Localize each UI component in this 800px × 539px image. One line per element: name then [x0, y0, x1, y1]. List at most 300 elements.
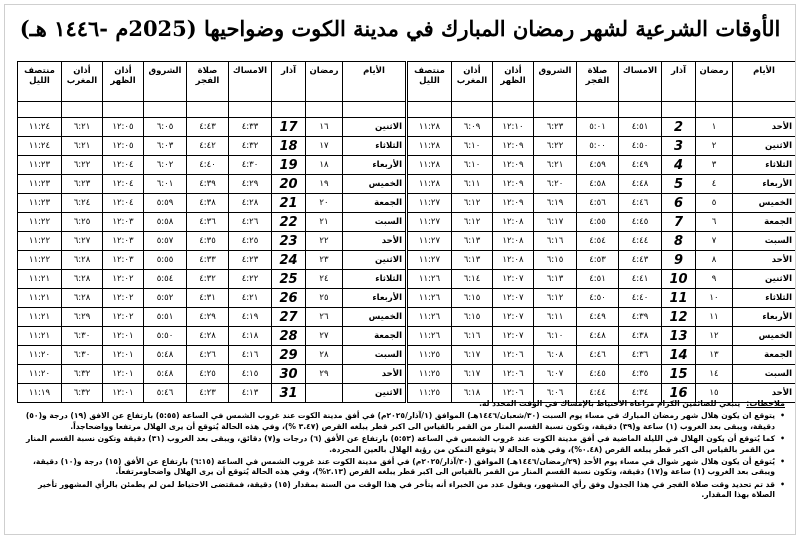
cell-imsak: ٤:٣٥	[619, 365, 662, 384]
cell-imsak: ٤:١٣	[229, 384, 272, 403]
cell-ramadan: ٢٣	[306, 251, 343, 270]
cell-ramadan: ٢٠	[306, 194, 343, 213]
cell-dhuhr: ١٢:٠٩	[493, 194, 534, 213]
cell-midnight: ١١:٢٨	[408, 175, 452, 194]
cell-day: الأحد	[733, 251, 796, 270]
cell-fajr: ٤:٢٦	[187, 346, 229, 365]
cell-fajr: ٤:٣٨	[187, 194, 229, 213]
cell-fajr: ٤:٣٦	[187, 213, 229, 232]
cell-midnight: ١١:٢٢	[18, 232, 62, 251]
cell-imsak: ٤:١٥	[229, 365, 272, 384]
cell-day: الجمعة	[343, 194, 406, 213]
cell-dhuhr: ١٢:٠٧	[493, 270, 534, 289]
table-row	[408, 308, 796, 327]
table-spacer-row	[408, 102, 796, 118]
cell-maghrib: ٦:١٣	[452, 251, 493, 270]
cell-fajr: ٤:٤٠	[187, 156, 229, 175]
cell-sunrise: ٦:٢٢	[534, 137, 577, 156]
table-row	[408, 251, 796, 270]
cell-sunrise: ٥:٥٩	[144, 194, 187, 213]
cell-ramadan: ٢٩	[306, 365, 343, 384]
table-row	[408, 289, 796, 308]
table-row	[18, 213, 406, 232]
cell-adar: 10	[662, 270, 696, 289]
spacer-cell	[619, 102, 662, 118]
cell-imsak: ٤:٤٥	[619, 213, 662, 232]
cell-dhuhr: ١٢:٠١	[103, 384, 144, 403]
cell-midnight: ١١:٢٦	[408, 327, 452, 346]
cell-day: الثلاثاء	[733, 289, 796, 308]
header-imsak: الامساك	[619, 62, 662, 102]
cell-midnight: ١١:٢٣	[18, 175, 62, 194]
cell-dhuhr: ١٢:٠٣	[103, 213, 144, 232]
cell-maghrib: ٦:٢٧	[62, 232, 103, 251]
spacer-cell	[343, 102, 406, 118]
cell-imsak: ٤:٣٦	[619, 346, 662, 365]
table-row	[18, 365, 406, 384]
table-row	[408, 194, 796, 213]
cell-dhuhr: ١٢:٠٩	[493, 175, 534, 194]
cell-day: الأحد	[733, 384, 796, 403]
cell-sunrise: ٥:٥٨	[144, 213, 187, 232]
cell-dhuhr: ١٢:٠٦	[493, 365, 534, 384]
cell-fajr: ٤:٣٢	[187, 270, 229, 289]
header-fajr: صلاة الفجر	[577, 62, 619, 102]
cell-day: الثلاثاء	[343, 270, 406, 289]
table-row	[18, 232, 406, 251]
cell-imsak: ٤:٢٣	[229, 251, 272, 270]
cell-day: الاثنين	[733, 137, 796, 156]
cell-imsak: ٤:٣٢	[229, 137, 272, 156]
table-row	[408, 270, 796, 289]
cell-day: الاثنين	[733, 270, 796, 289]
cell-midnight: ١١:٢٣	[18, 156, 62, 175]
cell-maghrib: ٦:١٢	[452, 194, 493, 213]
cell-ramadan: ١٠	[696, 289, 733, 308]
header-fajr: صلاة الفجر	[187, 62, 229, 102]
table-row	[408, 137, 796, 156]
cell-fajr: ٤:٥٦	[577, 194, 619, 213]
cell-fajr: ٤:٣٣	[187, 251, 229, 270]
cell-dhuhr: ١٢:٠٧	[493, 289, 534, 308]
cell-adar: 18	[272, 137, 306, 156]
cell-day: الجمعة	[343, 327, 406, 346]
cell-adar: 3	[662, 137, 696, 156]
spacer-cell	[187, 102, 229, 118]
cell-maghrib: ٦:١١	[452, 175, 493, 194]
cell-ramadan: ٢٧	[306, 327, 343, 346]
header-sunrise: الشروق	[144, 62, 187, 102]
cell-maghrib: ٦:١٠	[452, 156, 493, 175]
table-row	[18, 194, 406, 213]
cell-maghrib: ٦:٢٣	[62, 175, 103, 194]
cell-fajr: ٤:٤٩	[577, 308, 619, 327]
cell-maghrib: ٦:٢١	[62, 137, 103, 156]
cell-fajr: ٤:٣١	[187, 289, 229, 308]
cell-dhuhr: ١٢:٠٦	[493, 346, 534, 365]
table-row	[18, 156, 406, 175]
cell-imsak: ٤:٥٠	[619, 137, 662, 156]
cell-midnight: ١١:٢٧	[408, 232, 452, 251]
cell-ramadan: ١٢	[696, 327, 733, 346]
cell-fajr: ٤:٥٥	[577, 213, 619, 232]
header-adar: آذار	[662, 62, 696, 102]
cell-maghrib: ٦:٠٩	[452, 118, 493, 137]
cell-ramadan: ٩	[696, 270, 733, 289]
cell-dhuhr: ١٢:٠٣	[103, 251, 144, 270]
cell-fajr: ٤:٣٥	[187, 232, 229, 251]
cell-maghrib: ٦:١٤	[452, 270, 493, 289]
cell-sunrise: ٦:٠٥	[144, 118, 187, 137]
cell-midnight: ١١:٢١	[18, 308, 62, 327]
cell-dhuhr: ١٢:٠٢	[103, 270, 144, 289]
cell-midnight: ١١:١٩	[18, 384, 62, 403]
cell-maghrib: ٦:١٥	[452, 308, 493, 327]
cell-sunrise: ٥:٥٠	[144, 327, 187, 346]
cell-dhuhr: ١٢:٠٦	[493, 384, 534, 403]
cell-day: الأربعاء	[733, 308, 796, 327]
note-item: • يُتوقع أن يكون هلال شهر شوال في مساء يوم الأحد (٢٩/رمضان/١٤٤٦هـ) الموافق (٣٠/آذار/٢٠٢٥م) في أفق مدينة الكوت عند غروب الشمس في الساعة (٦:١٥) بارتفاع عن الأفق (١٥) درجة و(١٠) دقيقة، ويبقى بعد الغروب (١) ساعة و(١٧) دقيقة، وتكون نسبة القسم المنار من القمر بالقياس الى اكبر قطر يبلغه القرص (٢.١٣%)، وفي هذه الحالة يُتوقع أن يرى الهلال واضحاومرتفعاً.	[17, 457, 785, 478]
cell-sunrise: ٦:٢٠	[534, 175, 577, 194]
cell-midnight: ١١:٢٧	[408, 213, 452, 232]
cell-fajr: ٤:٤٥	[577, 365, 619, 384]
cell-maghrib: ٦:٢٥	[62, 213, 103, 232]
cell-adar: 14	[662, 346, 696, 365]
cell-fajr: ٤:٥٩	[577, 156, 619, 175]
cell-imsak: ٤:٤٤	[619, 232, 662, 251]
cell-ramadan: ٨	[696, 251, 733, 270]
cell-midnight: ١١:٢٣	[18, 194, 62, 213]
cell-midnight: ١١:٢٧	[408, 194, 452, 213]
cell-ramadan: ٣	[696, 156, 733, 175]
cell-imsak: ٤:٢٩	[229, 175, 272, 194]
cell-ramadan: ٤	[696, 175, 733, 194]
cell-day: السبت	[733, 365, 796, 384]
cell-midnight: ١١:٢٠	[18, 365, 62, 384]
cell-imsak: ٤:٢٥	[229, 232, 272, 251]
cell-midnight: ١١:٢٤	[18, 118, 62, 137]
cell-day: الأربعاء	[343, 156, 406, 175]
note-item: • يتوقع ان يكون هلال شهر رمضان المبارك في مساء يوم السبت (٣٠/شعبان/١٤٤٦هـ) الموافق (١/آذار/٢٠٢٥م) في أفق مدينة الكوت عند غروب الشمس في الساعة (٥:٥٥) بارتفاع عن الافق (١٩) درجة و(٥٠) دقيقة، ويبقى بعد الغروب (١) ساعة و(٣٩) دقيقة، وتكون نسبة القسم المنار من القمر بالقياس الى اكبر قطر يبلغه القرص (٣.٤٧ %)، وفي هذه الحالة يُتوقع أن يرى الهلال مرتفعا وواضحاجداً.	[17, 411, 785, 432]
table-row	[408, 156, 796, 175]
cell-dhuhr: ١٢:٠٨	[493, 232, 534, 251]
cell-day: الخميس	[733, 327, 796, 346]
cell-adar: 21	[272, 194, 306, 213]
cell-day: الخميس	[343, 175, 406, 194]
cell-day: السبت	[733, 232, 796, 251]
table-row	[408, 118, 796, 137]
cell-maghrib: ٦:٢١	[62, 118, 103, 137]
cell-fajr: ٥:٠٠	[577, 137, 619, 156]
cell-maghrib: ٦:٣٢	[62, 384, 103, 403]
cell-maghrib: ٦:١٨	[452, 384, 493, 403]
cell-adar: 6	[662, 194, 696, 213]
cell-imsak: ٤:٤٦	[619, 194, 662, 213]
cell-dhuhr: ١٢:٠١	[103, 346, 144, 365]
cell-maghrib: ٦:١٢	[452, 213, 493, 232]
cell-maghrib: ٦:١٦	[452, 327, 493, 346]
cell-midnight: ١١:٢٥	[408, 384, 452, 403]
cell-midnight: ١١:٢٥	[408, 346, 452, 365]
cell-midnight: ١١:٢٦	[408, 270, 452, 289]
cell-sunrise: ٥:٥١	[144, 308, 187, 327]
notes-heading: ملاحظات:	[746, 399, 785, 408]
cell-sunrise: ٥:٥٢	[144, 289, 187, 308]
table-row	[18, 270, 406, 289]
cell-adar: 12	[662, 308, 696, 327]
cell-adar: 27	[272, 308, 306, 327]
cell-day: الجمعة	[733, 213, 796, 232]
table-body	[18, 102, 406, 403]
cell-sunrise: ٦:٢٣	[534, 118, 577, 137]
cell-imsak: ٤:٢١	[229, 289, 272, 308]
spacer-cell	[62, 102, 103, 118]
cell-ramadan: ٢٥	[306, 289, 343, 308]
cell-imsak: ٤:٣٩	[619, 308, 662, 327]
cell-sunrise: ٦:١١	[534, 308, 577, 327]
spacer-cell	[229, 102, 272, 118]
header-dhuhr: أذان الظهر	[493, 62, 534, 102]
spacer-cell	[534, 102, 577, 118]
cell-day: السبت	[343, 213, 406, 232]
table-row	[408, 346, 796, 365]
cell-fajr: ٤:٢٣	[187, 384, 229, 403]
cell-midnight: ١١:٢٨	[408, 118, 452, 137]
table-row	[408, 213, 796, 232]
cell-adar: 11	[662, 289, 696, 308]
cell-dhuhr: ١٢:٠١	[103, 327, 144, 346]
cell-imsak: ٤:٤٩	[619, 156, 662, 175]
cell-ramadan: ٢٦	[306, 308, 343, 327]
note-item: • كما يُتوقع أن يكون الهلال في الليلة الماضية في أفق مدينة الكوت عند غروب الشمس في الساعة (٥:٥٣) بارتفاع عن الأفق (٦) درجات و(٧) دقائق، ويبقى بعد الغروب (٣١) دقيقة وتكون نسبة القسم المنار من القمر بالقياس الى اكبر قطر يبلغه القرص (٠.٤٨%)، وفي هذه الحالة لا يتوقع التمكن من رؤية الهلال بالعين المجردة.	[17, 434, 785, 455]
cell-fajr: ٤:٤٢	[187, 137, 229, 156]
cell-maghrib: ٦:٣٢	[62, 365, 103, 384]
cell-maghrib: ٦:٢٤	[62, 194, 103, 213]
cell-sunrise: ٦:٠٦	[534, 384, 577, 403]
cell-midnight: ١١:٢٢	[18, 251, 62, 270]
cell-imsak: ٤:٣٣	[229, 118, 272, 137]
cell-day: الأحد	[343, 365, 406, 384]
cell-day: الخميس	[343, 308, 406, 327]
table-row	[408, 175, 796, 194]
cell-sunrise: ٦:٢١	[534, 156, 577, 175]
cell-fajr: ٤:٥٣	[577, 251, 619, 270]
cell-sunrise: ٦:٠٢	[144, 156, 187, 175]
header-imsak: الامساك	[229, 62, 272, 102]
cell-day: الجمعة	[733, 346, 796, 365]
cell-maghrib: ٦:٢٩	[62, 308, 103, 327]
page-title: الأوقات الشرعية لشهر رمضان المبارك في مدينة الكوت وضواحيها (2025م -١٤٤٦ هـ)	[19, 16, 781, 41]
cell-imsak: ٤:٥١	[619, 118, 662, 137]
cell-maghrib: ٦:٣٠	[62, 327, 103, 346]
cell-ramadan: ٢٢	[306, 232, 343, 251]
cell-dhuhr: ١٢:٠٩	[493, 156, 534, 175]
cell-midnight: ١١:٢٦	[408, 308, 452, 327]
cell-adar: 15	[662, 365, 696, 384]
cell-fajr: ٤:٤٤	[577, 384, 619, 403]
spacer-cell	[696, 102, 733, 118]
cell-adar: 29	[272, 346, 306, 365]
table-row	[18, 137, 406, 156]
cell-day: السبت	[343, 346, 406, 365]
cell-imsak: ٤:٣٠	[229, 156, 272, 175]
cell-maghrib: ٦:١٣	[452, 232, 493, 251]
header-day: الأيام	[733, 62, 796, 102]
cell-ramadan: ١٣	[696, 346, 733, 365]
cell-maghrib: ٦:٢٨	[62, 289, 103, 308]
cell-dhuhr: ١٢:٠٤	[103, 156, 144, 175]
cell-imsak: ٤:٤٣	[619, 251, 662, 270]
cell-dhuhr: ١٢:٠٩	[493, 137, 534, 156]
cell-sunrise: ٦:١٧	[534, 213, 577, 232]
cell-adar: 13	[662, 327, 696, 346]
cell-sunrise: ٥:٥٧	[144, 232, 187, 251]
cell-dhuhr: ١٢:٠٢	[103, 289, 144, 308]
table-row	[408, 327, 796, 346]
header-sunrise: الشروق	[534, 62, 577, 102]
cell-day: الاثنين	[343, 251, 406, 270]
table-header-row	[18, 62, 406, 102]
cell-sunrise: ٦:٠٣	[144, 137, 187, 156]
cell-dhuhr: ١٢:٠٥	[103, 137, 144, 156]
cell-imsak: ٤:٢٨	[229, 194, 272, 213]
cell-day: الثلاثاء	[343, 137, 406, 156]
cell-ramadan: ٢٤	[306, 270, 343, 289]
cell-imsak: ٤:١٦	[229, 346, 272, 365]
table-body	[408, 102, 796, 403]
spacer-cell	[272, 102, 306, 118]
cell-dhuhr: ١٢:٠٢	[103, 308, 144, 327]
header-ramadan: رمضان	[696, 62, 733, 102]
cell-midnight: ١١:٢٢	[18, 213, 62, 232]
cell-dhuhr: ١٢:٠٤	[103, 194, 144, 213]
cell-fajr: ٤:٤٨	[577, 327, 619, 346]
table-row	[408, 232, 796, 251]
cell-imsak: ٤:٤٠	[619, 289, 662, 308]
spacer-cell	[452, 102, 493, 118]
cell-fajr: ٥:٠١	[577, 118, 619, 137]
cell-midnight: ١١:٢٥	[408, 365, 452, 384]
cell-adar: 17	[272, 118, 306, 137]
cell-dhuhr: ١٢:٠٣	[103, 232, 144, 251]
cell-sunrise: ٦:١٥	[534, 251, 577, 270]
cell-sunrise: ٦:١٦	[534, 232, 577, 251]
cell-dhuhr: ١٢:٠٤	[103, 175, 144, 194]
cell-sunrise: ٦:٠٨	[534, 346, 577, 365]
schedule-table-first-half	[407, 61, 796, 403]
cell-adar: 24	[272, 251, 306, 270]
cell-sunrise: ٦:٠٧	[534, 365, 577, 384]
cell-adar: 7	[662, 213, 696, 232]
cell-sunrise: ٦:١٣	[534, 270, 577, 289]
notes-heading-row	[17, 399, 785, 409]
cell-imsak: ٤:٣٤	[619, 384, 662, 403]
cell-sunrise: ٦:١٢	[534, 289, 577, 308]
cell-sunrise: ٥:٤٨	[144, 346, 187, 365]
cell-fajr: ٤:٤٦	[577, 346, 619, 365]
note-item: • قد تم تحديد وقت صلاة الفجر في هذا الجدول وفق رأي المشهور، ويقول عدد من الخبراء أنه يتأخر في هذا الوقت من السنة بمقدار (١٥) دقيقة، فمقتضى الاحتياط لمن لم يطمئن بالرأي المشهور تأخير الصلاة بهذا المقدار.	[17, 480, 785, 501]
cell-adar: 28	[272, 327, 306, 346]
table-row	[18, 289, 406, 308]
cell-fajr: ٤:٤٣	[187, 118, 229, 137]
cell-adar: 9	[662, 251, 696, 270]
cell-day: الأربعاء	[343, 289, 406, 308]
cell-ramadan: ٢١	[306, 213, 343, 232]
spacer-cell	[306, 102, 343, 118]
spacer-cell	[733, 102, 796, 118]
cell-dhuhr: ١٢:٠٨	[493, 251, 534, 270]
cell-imsak: ٤:١٨	[229, 327, 272, 346]
cell-ramadan: ٥	[696, 194, 733, 213]
cell-day: الأحد	[733, 118, 796, 137]
spacer-cell	[493, 102, 534, 118]
cell-fajr: ٤:٢٩	[187, 308, 229, 327]
header-maghrib: أذان المغرب	[62, 62, 103, 102]
cell-dhuhr: ١٢:٠٧	[493, 308, 534, 327]
header-day: الأيام	[343, 62, 406, 102]
cell-adar: 8	[662, 232, 696, 251]
schedule-table-second-half	[17, 61, 406, 403]
cell-maghrib: ٦:٣٠	[62, 346, 103, 365]
cell-midnight: ١١:٢٧	[408, 251, 452, 270]
cell-ramadan: ١٤	[696, 365, 733, 384]
cell-day: الثلاثاء	[733, 156, 796, 175]
cell-day: الأربعاء	[733, 175, 796, 194]
cell-fajr: ٤:٢٨	[187, 327, 229, 346]
cell-fajr: ٤:٥٤	[577, 232, 619, 251]
header-midnight: منتصف الليل	[18, 62, 62, 102]
cell-midnight: ١١:٢٦	[408, 289, 452, 308]
cell-sunrise: ٦:١٠	[534, 327, 577, 346]
cell-maghrib: ٦:٢٨	[62, 251, 103, 270]
cell-ramadan: ١٥	[696, 384, 733, 403]
table-row	[408, 365, 796, 384]
cell-sunrise: ٥:٤٨	[144, 365, 187, 384]
spacer-cell	[577, 102, 619, 118]
cell-fajr: ٤:٥٠	[577, 289, 619, 308]
cell-imsak: ٤:٢٦	[229, 213, 272, 232]
table-row	[18, 308, 406, 327]
cell-sunrise: ٦:٠١	[144, 175, 187, 194]
cell-day: الاثنين	[343, 118, 406, 137]
cell-ramadan: ١٧	[306, 137, 343, 156]
cell-day: الأحد	[343, 232, 406, 251]
cell-sunrise: ٥:٥٥	[144, 251, 187, 270]
cell-ramadan: ٧	[696, 232, 733, 251]
cell-sunrise: ٥:٥٤	[144, 270, 187, 289]
cell-adar: 30	[272, 365, 306, 384]
cell-midnight: ١١:٢٨	[408, 137, 452, 156]
cell-maghrib: ٦:١٥	[452, 289, 493, 308]
cell-imsak: ٤:٣٨	[619, 327, 662, 346]
cell-ramadan: ١٦	[306, 118, 343, 137]
cell-ramadan: ٦	[696, 213, 733, 232]
cell-midnight: ١١:٢١	[18, 327, 62, 346]
cell-maghrib: ٦:١٧	[452, 365, 493, 384]
header-ramadan: رمضان	[306, 62, 343, 102]
cell-maghrib: ٦:١٧	[452, 346, 493, 365]
cell-midnight: ١١:٢١	[18, 289, 62, 308]
cell-adar: 2	[662, 118, 696, 137]
cell-adar: 20	[272, 175, 306, 194]
cell-imsak: ٤:٢٢	[229, 270, 272, 289]
cell-dhuhr: ١٢:٠١	[103, 365, 144, 384]
cell-adar: 22	[272, 213, 306, 232]
cell-midnight: ١١:٢٨	[408, 156, 452, 175]
cell-day: الخميس	[733, 194, 796, 213]
spacer-cell	[144, 102, 187, 118]
cell-adar: 23	[272, 232, 306, 251]
